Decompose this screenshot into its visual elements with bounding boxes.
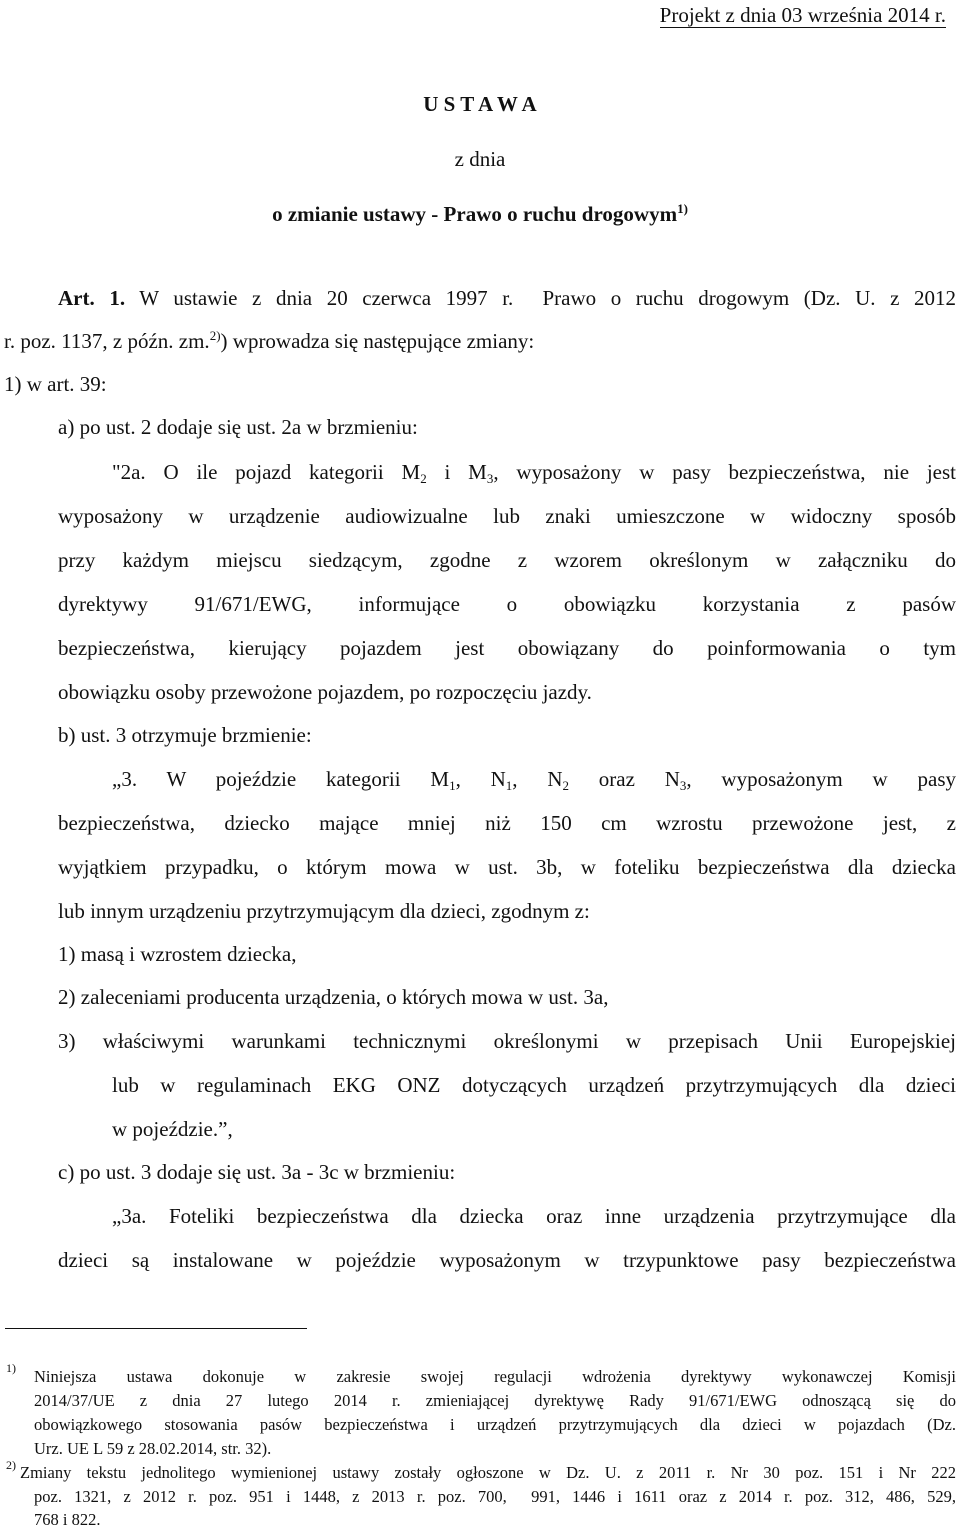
ust3-item-3-line2: lub w regulaminach EKG ONZ dotyczących urządzeń przytrzymujących dla dzieci <box>112 1073 956 1097</box>
act-date: z dnia <box>454 147 506 171</box>
ust3-line1: „3. W pojeździe kategorii $M_1$, $N_1$, $N_2$ oraz $N_3$, wyposażonym w pasy <box>112 767 956 793</box>
ust3-line4: lub innym urządzeniu przytrzymującym dla dzieci, zgodnym z: <box>58 899 590 923</box>
footnote-1-mark: 1) <box>6 1361 16 1375</box>
footnote-2-line1: Zmiany tekstu jednolitego wymienionej ustawy zostały ogłoszone w Dz. U. z 2011 r. Nr 30 poz. 151 i Nr 222 <box>20 1463 956 1482</box>
footnote-2-mark: 2) <box>6 1458 16 1472</box>
ust2a-line6: obowiązku osoby przewożone pojazdem, po rozpoczęciu jazdy. <box>58 680 592 704</box>
footnote-separator <box>5 1328 307 1329</box>
art1-line1: Art. 1. W ustawie z dnia 20 czerwca 1997 r. Prawo o ruchu drogowym (Dz. U. z 2012 <box>58 286 957 310</box>
ust3-line3: wyjątkiem przypadku, o którym mowa w ust. 3b, w foteliku bezpieczeństwa dla dziecka <box>58 855 956 879</box>
ust2a-line2: wyposażony w urządzenie audiowizualne lub znaki umieszczone w widoczny sposób <box>58 504 956 528</box>
ust2a-line5: bezpieczeństwa, kierujący pojazdem jest obowiązany do poinformowania o tym <box>58 636 956 660</box>
ust3a-line1: „3a. Foteliki bezpieczeństwa dla dziecka oraz inne urządzenia przytrzymujące dla <box>112 1204 956 1228</box>
point-1: 1) w art. 39: <box>4 372 107 396</box>
act-subject: o zmianie ustawy - Prawo o ruchu drogowym$^{1)}$ <box>272 201 688 226</box>
point-c: c) po ust. 3 dodaje się ust. 3a - 3c w brzmieniu: <box>58 1160 456 1184</box>
ust3-item-1: 1) masą i wzrostem dziecka, <box>58 942 297 966</box>
footnote-1-line4: Urz. UE L 59 z 28.02.2014, str. 32). <box>34 1439 272 1458</box>
art1-line2: r. poz. 1137, z późn. zm.$^{2)}$) wprowadza się następujące zmiany: <box>4 328 535 353</box>
footnote-2-line2: poz. 1321, z 2012 r. poz. 951 i 1448, z 2013 r. poz. 700, 991, 1446 i 1611 oraz z 2014 r. poz. 312, 486, 529, <box>34 1487 956 1506</box>
draft-date-header: Projekt z dnia 03 września 2014 r. <box>659 3 946 27</box>
ust3-line2: bezpieczeństwa, dziecko mające mniej niż 150 cm wzrostu przewożone jest, z <box>58 811 956 835</box>
footnote-1-line1: Niniejsza ustawa dokonuje w zakresie swojej regulacji wdrożenia dyrektywy wykonawczej Komisji <box>34 1367 956 1386</box>
ust2a-line4: dyrektywy 91/671/EWG, informujące o obowiązku korzystania z pasów <box>58 592 956 616</box>
point-a: a) po ust. 2 dodaje się ust. 2a w brzmieniu: <box>58 415 418 439</box>
footnote-2-line3: 768 i 822. <box>34 1510 101 1529</box>
footnote-1-line3: obowiązkowego stosowania pasów bezpieczeństwa i urządzeń przytrzymujących dla dzieci w pojazdach (Dz. <box>34 1415 956 1434</box>
ust3-item-3-line3: w pojeździe.”, <box>112 1117 233 1141</box>
act-title: U S T A W A <box>423 92 537 116</box>
ust3-item-2: 2) zaleceniami producenta urządzenia, o których mowa w ust. 3a, <box>58 985 609 1009</box>
footnote-1-line2: 2014/37/UE z dnia 27 lutego 2014 r. zmieniającej dyrektywę Rady 91/671/EWG odnoszącą się do <box>34 1391 956 1410</box>
ust2a-line1: "2a. O ile pojazd kategorii $M_2$ i $M_3$, wyposażony w pasy bezpieczeństwa, nie jest <box>112 460 956 486</box>
point-b: b) ust. 3 otrzymuje brzmienie: <box>58 723 312 747</box>
ust3a-line2: dzieci są instalowane w pojeździe wyposażonym w trzypunktowe pasy bezpieczeństwa <box>58 1248 956 1272</box>
ust3-item-3-line1: 3) właściwymi warunkami technicznymi określonymi w przepisach Unii Europejskiej <box>58 1029 956 1053</box>
ust2a-line3: przy każdym miejscu siedzącym, zgodne z wzorem określonym w załączniku do <box>58 548 956 572</box>
